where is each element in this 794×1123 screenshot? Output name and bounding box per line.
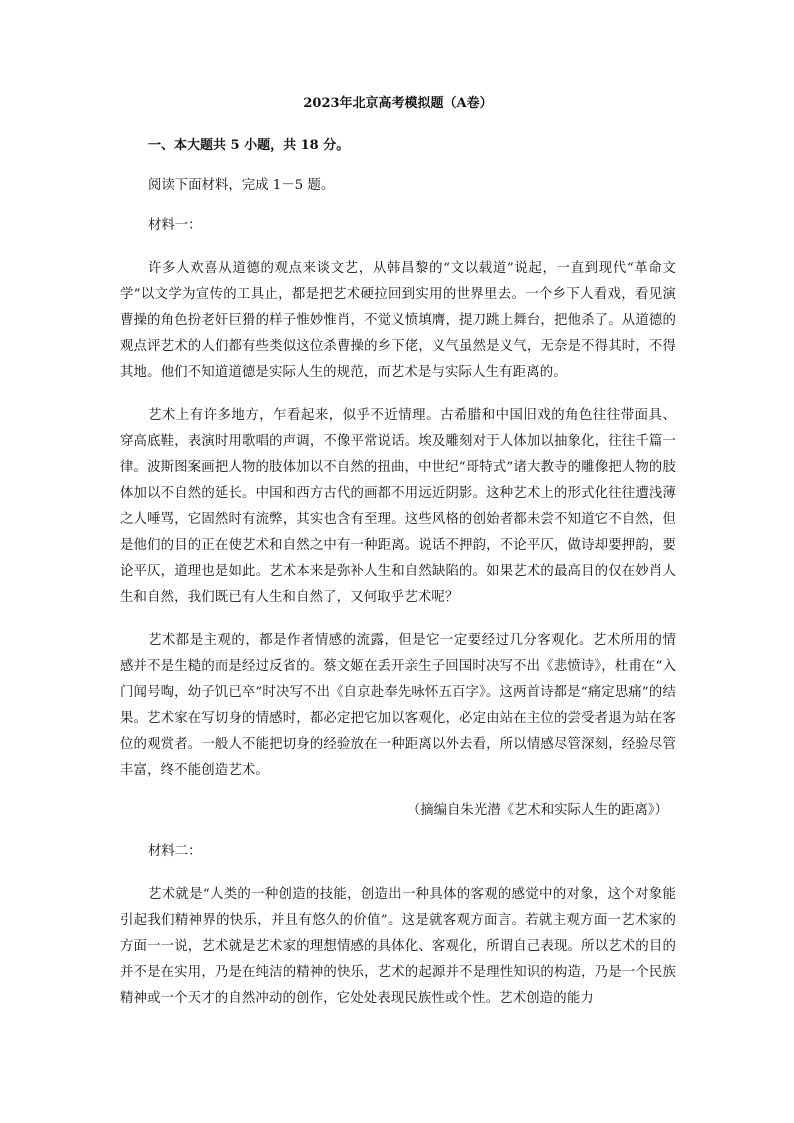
material-one-paragraph-3: 艺术都是主观的，都是作者情感的流露，但是它一定要经过几分客观化。艺术所用的情感并不是生糙的而是经过反省的。蔡文姬在丢开亲生子回国时决写不出《悲愤诗》，杜甫在“入门闻号啕，幼子饥已卒”时决写不出《自京赴奉先咏怀五百字》。这两首诗都是“痛定思痛”的结果。艺术家在写切身的情感时，都必定把它加以客观化，必定由站在主位的尝受者退为站在客位的观赏者。一般人不能把切身的经验放在一种距离以外去看，所以情感尽管深刻，经验尽管丰富，终不能创造艺术。	[120, 633, 676, 778]
instruction-text: 阅读下面材料，完成 1－5 题。	[148, 178, 335, 193]
exam-title: 2023年北京高考模拟题（A卷）	[303, 96, 493, 111]
material-one-paragraph-1: 许多人欢喜从道德的观点来谈文艺，从韩昌黎的“文以载道”说起，一直到现代“革命文学”以文学为宣传的工具止，都是把艺术硬拉回到实用的世界里去。一个乡下人看戏，看见演曹操的角色扮老奸巨猾的样子惟妙惟肖，不觉义愤填膺，提刀跳上舞台，把他杀了。从道德的观点评艺术的人们都有些类似这位杀曹操的乡下佬，义气虽然是义气，无奈是不得其时，不得其地。他们不知道道德是实际人生的规范，而艺术是与实际人生有距离的。	[120, 261, 676, 380]
material-one-paragraph-2: 艺术上有许多地方，乍看起来，似乎不近情理。古希腊和中国旧戏的角色往往带面具、穿高底鞋，表演时用歌唱的声调，不像平常说话。埃及雕刻对于人体加以抽象化，往往千篇一律。波斯图案画把人物的肢体加以不自然的扭曲，中世纪“哥特式”诸大教寺的雕像把人物的肢体加以不自然的延长。中国和西方古代的画都不用远近阴影。这种艺术上的形式化往往遭浅薄之人唾骂，它固然时有流弊，其实也含有至理。这些风格的创始者都未尝不知道它不自然，但是他们的目的正在使艺术和自然之中有一种距离。说话不押韵，不论平仄，做诗却要押韵，要论平仄，道理也是如此。艺术本来是弥补人生和自然缺陷的。如果艺术的最高目的仅在妙肖人生和自然，我们既已有人生和自然了，又何取乎艺术呢？	[120, 408, 676, 605]
material-one-label: 材料一：	[148, 218, 202, 233]
document-page	[120, 94, 676, 1029]
material-one-source: （摘编自朱光潜《艺术和实际人生的距离》）	[406, 803, 668, 818]
material-two-label: 材料二：	[148, 844, 202, 859]
section-heading: 一、本大题共 5 小题，共 18 分。	[148, 138, 350, 153]
material-two-paragraph-1: 艺术就是“人类的一种创造的技能，创造出一种具体的客观的感觉中的对象，这个对象能引起我们精神界的快乐，并且有悠久的价值”。这是就客观方面言。若就主观方面一艺术家的方面一一说，艺术就是艺术家的理想情感的具体化、客观化，所谓自己表现。所以艺术的目的并不是在实用，乃是在纯洁的精神的快乐，艺术的起源并不是理性知识的构造，乃是一个民族精神或一个天才的自然冲动的创作，它处处表现民族性或个性。艺术创造的能力	[120, 887, 676, 1006]
